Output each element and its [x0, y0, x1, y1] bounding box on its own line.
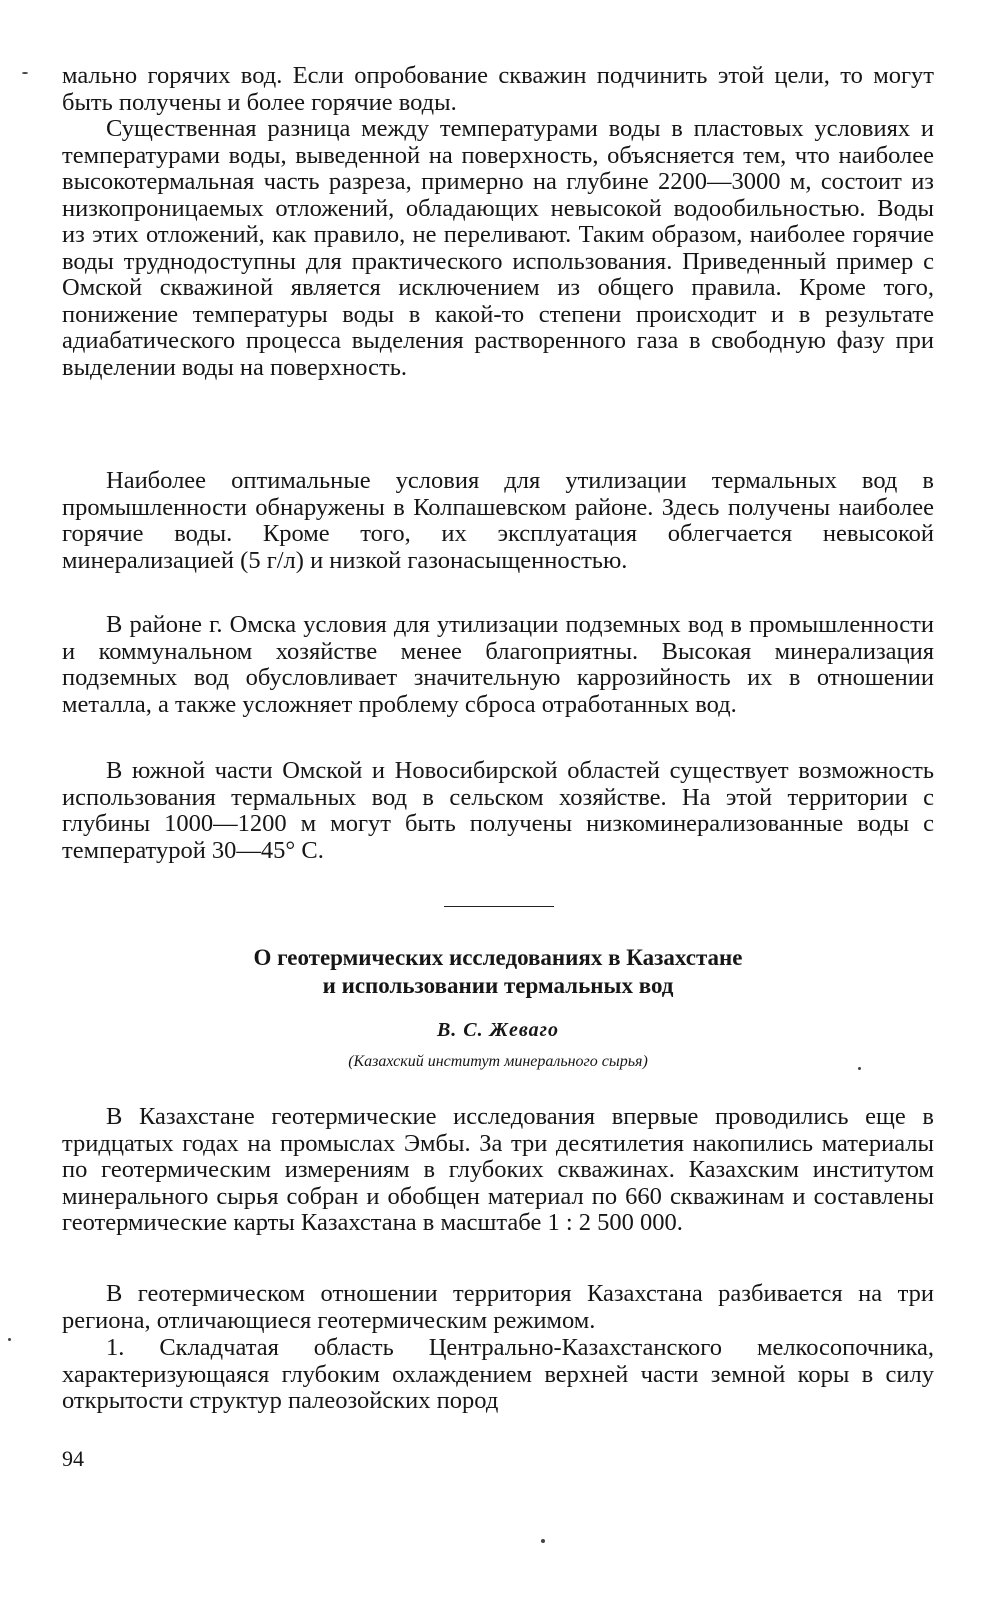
- article-author: В. С. Жеваго: [436, 1019, 560, 1041]
- scan-speck: [858, 1067, 861, 1070]
- scan-speck: [8, 1338, 11, 1341]
- paragraph-three-regions: В геотермическом отношении территория Казахстана разбивается на три региона, отличающиеся геотермическим режимом.: [62, 1280, 934, 1334]
- paragraph-omsk: В районе г. Омска условия для утилизации подземных вод в промышленности и коммунальном хозяйстве менее благоприятны. Высокая минерализация подземных вод обусловливает значительную каррозийность их в отношении металла, а также усложняет проблему сброса отработанных вод.: [62, 611, 934, 718]
- paragraph-kazakhstan-research: В Казахстане геотермические исследования впервые проводились еще в тридцатых годах на промыслах Эмбы. За три десятилетия накопились материалы по геотермическим измерениям в глубоких скважинах. Казахским институтом минерального сырья собран и обобщен материал по 660 скважинам и составлены геотермические карты Казахстана в масштабе 1 : 2 500 000.: [62, 1103, 934, 1236]
- article-affiliation: (Казахский институт минерального сырья): [348, 1053, 648, 1070]
- page-number: 94: [62, 1446, 84, 1471]
- article-title-line-2: и использовании термальных вод: [322, 973, 674, 998]
- paragraph-folded-region: 1. Складчатая область Центрально-Казахстанского мелкосопочника, характеризующаяся глубоким охлаждением верхней части земной коры в силу открытости структур палеозойских пород: [62, 1334, 934, 1414]
- scan-speck: [541, 1539, 545, 1543]
- scan-speck: [22, 72, 28, 74]
- article-title-line-1: О геотермических исследованиях в Казахстане: [253, 945, 743, 970]
- section-divider: [444, 906, 554, 907]
- paragraph-south-omsk-novosibirsk: В южной части Омской и Новосибирской областей существует возможность использования термальных вод в сельском хозяйстве. На этой территории с глубины 1000—1200 м могут быть получены низкоминерализованные воды с температурой 30—45° С.: [62, 757, 934, 864]
- paragraph-kolpashevo: Наиболее оптимальные условия для утилизации термальных вод в промышленности обнаружены в Колпашевском районе. Здесь получены наиболее горячие воды. Кроме того, их эксплуатация облегчается невысокой минерализацией (5 г/л) и низкой газонасыщенностью.: [62, 467, 934, 574]
- paragraph-temperature-difference: Существенная разница между температурами воды в пластовых условиях и температурами воды, выведенной на поверхность, объясняется тем, что наиболее высокотермальная часть разреза, примерно на глубине 2200—3000 м, состоит из низкопроницаемых отложений, обладающих невысокой водообильностью. Воды из этих отложений, как правило, не переливают. Таким образом, наиболее горячие воды труднодоступны для практического использования. Приведенный пример с Омской скважиной является исключением из общего правила. Кроме того, понижение температуры воды в какой-то степени происходит и в результате адиабатического процесса выделения растворенного газа в свободную фазу при выделении воды на поверхность.: [62, 115, 934, 381]
- paragraph-continuation: мально горячих вод. Если опробование скважин подчинить этой цели, то могут быть получены и более горячие воды.: [62, 62, 934, 116]
